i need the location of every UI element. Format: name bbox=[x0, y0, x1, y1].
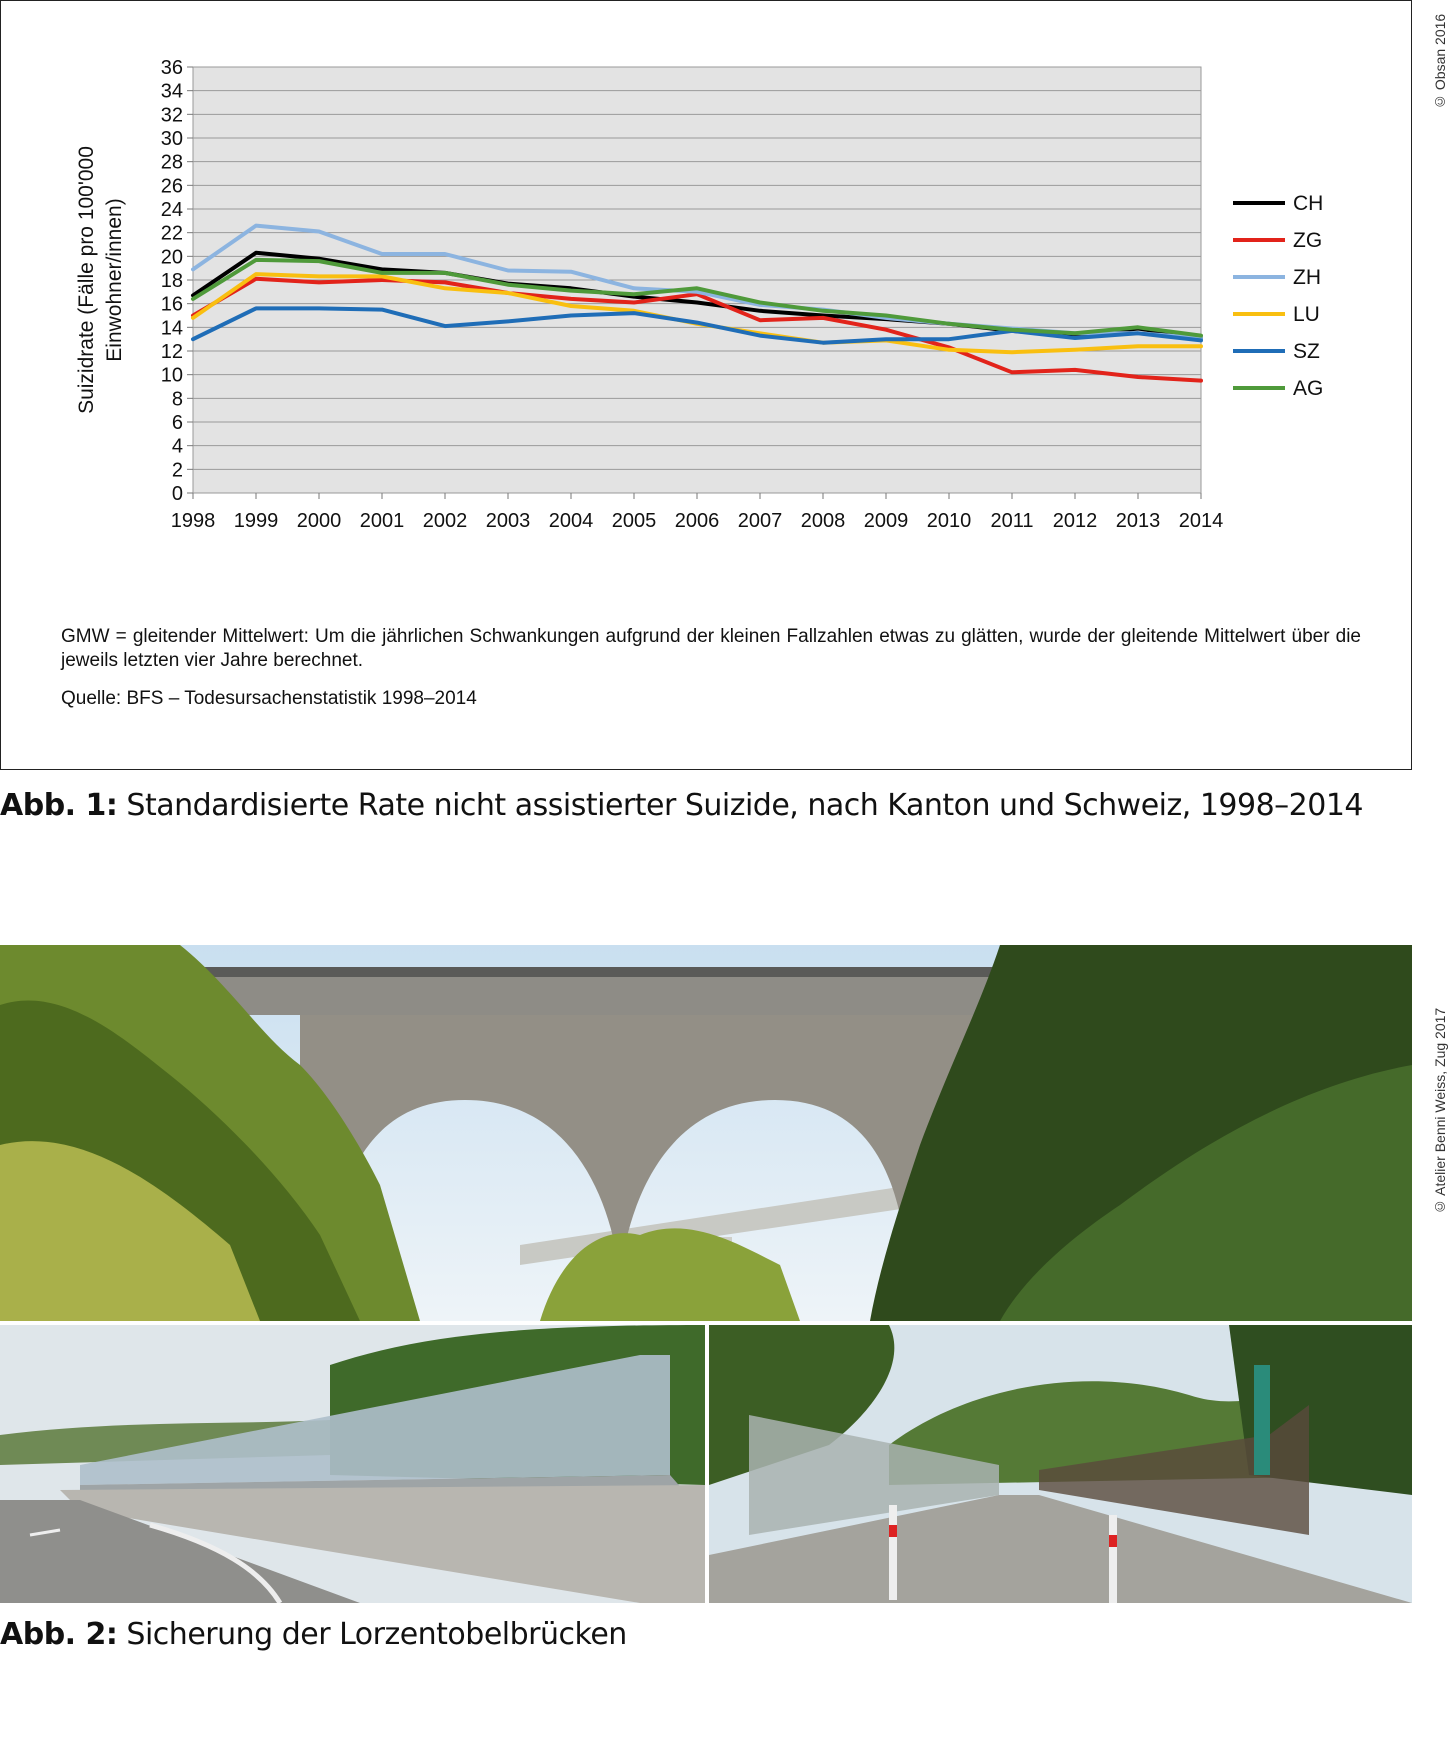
y-tick-label: 8 bbox=[171, 388, 183, 411]
y-tick-label: 12 bbox=[160, 341, 183, 363]
road-barrier-photo bbox=[0, 1325, 705, 1603]
figure-2-text: Sicherung der Lorzentobelbrücken bbox=[117, 1617, 627, 1652]
y-tick-label: 16 bbox=[160, 293, 183, 316]
legend-label-ag: AG bbox=[1293, 377, 1324, 400]
x-tick-label: 2013 bbox=[1115, 510, 1161, 532]
y-tick-label: 30 bbox=[160, 128, 183, 150]
viaduct-photo bbox=[0, 945, 1412, 1321]
y-tick-label: 2 bbox=[171, 459, 183, 482]
y-tick-label: 32 bbox=[160, 104, 183, 127]
x-tick-label: 1998 bbox=[170, 510, 216, 532]
fenced-path-photo bbox=[709, 1325, 1412, 1603]
figure-1-text: Standardisierte Rate nicht assistierter Suizide, nach Kanton und Schweiz, 1998–2014 bbox=[117, 788, 1364, 823]
y-tick-label: 22 bbox=[160, 222, 183, 245]
y-tick-label: 20 bbox=[160, 246, 183, 269]
legend-label-lu: LU bbox=[1293, 303, 1320, 326]
figure-2-caption bbox=[0, 1617, 627, 1652]
y-tick-label: 24 bbox=[160, 199, 183, 221]
y-tick-labels bbox=[161, 57, 183, 505]
y-tick-label: 0 bbox=[171, 483, 183, 505]
legend-label-zg: ZG bbox=[1293, 229, 1323, 252]
y-tick-label: 6 bbox=[171, 412, 183, 434]
x-tick-label: 2010 bbox=[926, 510, 972, 532]
figure-2-label: Abb. 2: bbox=[0, 1617, 118, 1652]
photo-credit: © Atelier Benni Weiss, Zug 2017 bbox=[1432, 1007, 1448, 1215]
legend-label-zh: ZH bbox=[1293, 266, 1321, 289]
x-tick-labels bbox=[171, 510, 1224, 532]
x-tick-label: 2008 bbox=[800, 510, 846, 532]
gmw-note: GMW = gleitender Mittelwert: Um die jährlichen Schwankungen aufgrund der kleinen Fallzahlen etwas zu glätten, wurde der gleitende Mittelwert über die jeweils letzten vier Jahre berechnet. bbox=[61, 626, 1361, 671]
y-tick-label: 14 bbox=[160, 317, 183, 340]
x-tick-label: 2005 bbox=[611, 510, 657, 532]
legend-label-ch: CH bbox=[1293, 192, 1324, 215]
x-tick-label: 2007 bbox=[737, 510, 783, 532]
y-tick-label: 4 bbox=[171, 435, 183, 458]
y-tick-label: 36 bbox=[160, 57, 183, 79]
legend bbox=[1233, 192, 1323, 400]
y-tick-label: 10 bbox=[160, 364, 183, 387]
x-tick-label: 2009 bbox=[863, 510, 909, 532]
y-axis-label-line: Suizidrate (Fälle pro 100'000 bbox=[75, 146, 98, 414]
x-tick-label: 2012 bbox=[1052, 510, 1098, 532]
y-axis-label-line: Einwohner/innen) bbox=[103, 198, 126, 362]
figure-1-caption bbox=[0, 788, 1363, 823]
x-tick-label: 2004 bbox=[548, 510, 594, 532]
y-tick-label: 26 bbox=[160, 175, 183, 198]
x-tick-label: 2001 bbox=[359, 510, 405, 532]
figure-1-label: Abb. 1: bbox=[0, 788, 118, 823]
x-tick-label: 2014 bbox=[1178, 510, 1224, 532]
y-axis-label bbox=[75, 146, 126, 414]
x-tick-label: 2002 bbox=[422, 510, 468, 532]
y-tick-label: 34 bbox=[160, 80, 183, 103]
x-tick-label: 2003 bbox=[485, 510, 531, 532]
x-tick-label: 1999 bbox=[233, 510, 279, 532]
y-tick-label: 28 bbox=[160, 151, 183, 174]
y-tick-label: 18 bbox=[160, 270, 183, 292]
x-tick-label: 2011 bbox=[990, 510, 1034, 532]
figure-1-frame bbox=[0, 0, 1412, 770]
source-note: Quelle: BFS – Todesursachenstatistik 1998–2014 bbox=[61, 688, 477, 709]
chart-credit: © Obsan 2016 bbox=[1432, 13, 1448, 110]
x-tick-label: 2000 bbox=[296, 510, 342, 532]
x-tick-label: 2006 bbox=[674, 510, 720, 532]
legend-label-sz: SZ bbox=[1293, 340, 1320, 363]
